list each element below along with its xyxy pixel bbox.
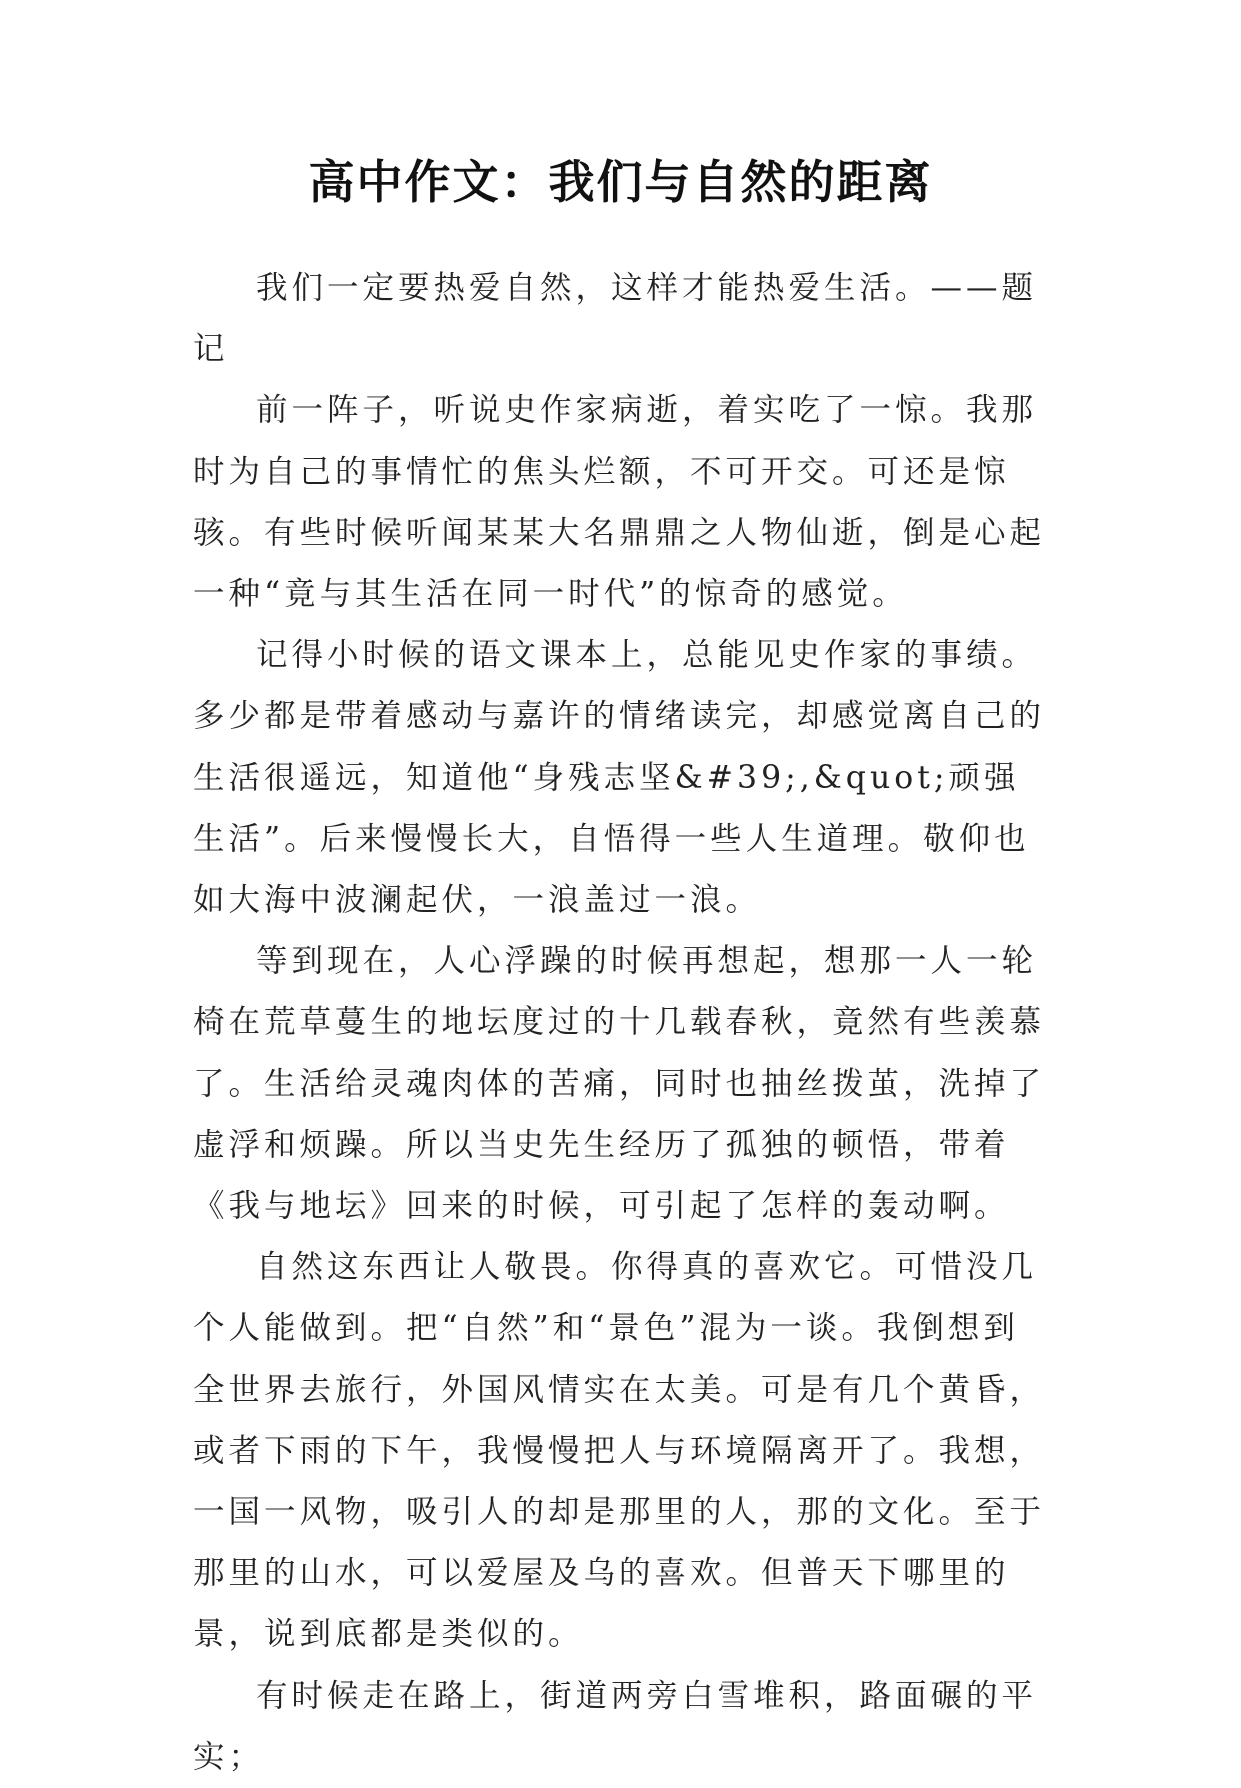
body-paragraph: 有时候走在路上，街道两旁白雪堆积，路面碾的平实； <box>193 1677 1038 1775</box>
essay-body <box>193 258 1053 1788</box>
body-paragraph: 记得小时候的语文课本上，总能见史作家的事绩。多少都是带着感动与嘉许的情绪读完，却感觉离自己的生活很遥远，知道他“身残志坚&#39;,&quot;顽强生活”。后来慢慢长大，自悟得一些人生道理。敬仰也如大海中波澜起伏，一浪盖过一浪。 <box>193 637 1046 919</box>
page-title: 高中作文：我们与自然的距离 <box>308 155 933 209</box>
body-paragraph: 自然这东西让人敬畏。你得真的喜欢它。可惜没几个人能做到。把“自然”和“景色”混为一谈。我倒想到全世界去旅行，外国风情实在太美。可是有几个黄昏，或者下雨的下午，我慢慢把人与环境隔离开了。我想，一国一风物，吸引人的却是那里的人，那的文化。至于那里的山水，可以爱屋及乌的喜欢。但普天下哪里的景，说到底都是类似的。 <box>193 1249 1046 1653</box>
body-paragraph: 前一阵子，听说史作家病逝，着实吃了一惊。我那时为自己的事情忙的焦头烂额，不可开交。可还是惊骇。有些时候听闻某某大名鼎鼎之人物仙逝，倒是心起一种“竟与其生活在同一时代”的惊奇的感觉。 <box>193 392 1046 613</box>
epigraph-paragraph: 我们一定要热爱自然，这样才能热爱生活。——题记 <box>193 270 1038 368</box>
body-paragraph: 等到现在，人心浮躁的时候再想起，想那一人一轮椅在荒草蔓生的地坛度过的十几载春秋，竟然有些羡慕了。生活给灵魂肉体的苦痛，同时也抽丝拨茧，洗掉了虚浮和烦躁。所以当史先生经历了孤独的顿悟，带着《我与地坛》回来的时候，可引起了怎样的轰动啊。 <box>193 943 1046 1225</box>
